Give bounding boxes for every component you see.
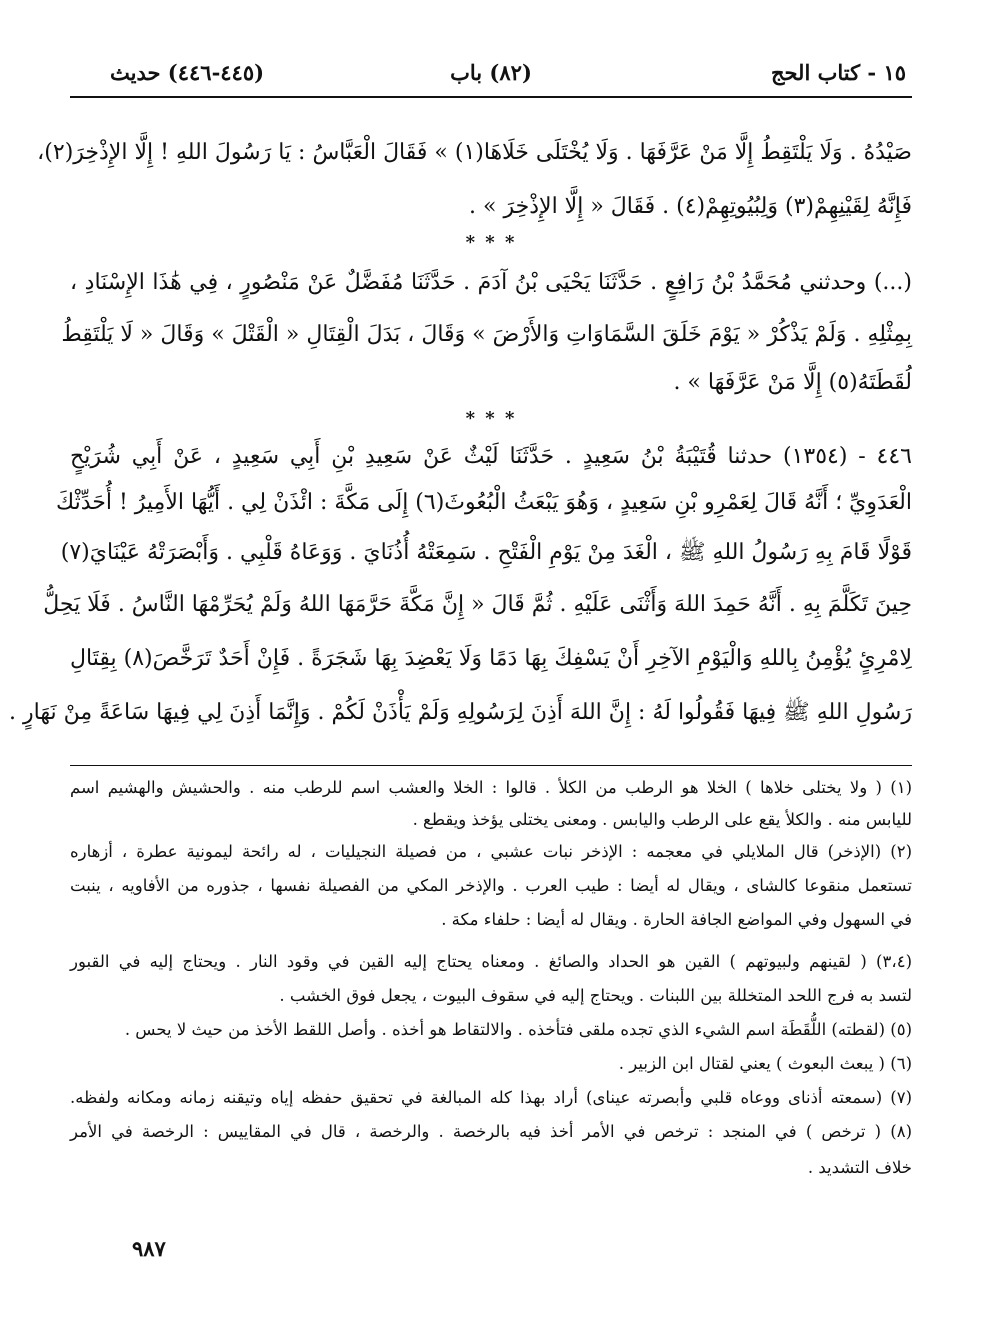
header-rule (70, 96, 912, 98)
text-line: فَإِنَّهُ لِقَيْنِهِمْ(٣) وَلِبُيُوتِهِمْ(٤) . فَقَالَ « إِلَّا الإِذْخِرَ » . (469, 194, 912, 219)
footnote-line: لليابس منه . والكلأ يقع على الرطب واليابس . ومعنى يختلى يؤخذ ويقطع . (412, 810, 912, 829)
text-line: (...) وحدثني مُحَمَّدُ بْنُ رَافِعٍ . حَدَّثَنَا يَحْيَى بْنُ آدَمَ . حَدَّثَنَا مُفَضَّلٌ عَنْ مَنْصُورٍ ، فِي هَٰذَا الإِسْنَادِ ، (70, 270, 912, 295)
running-header (70, 60, 912, 94)
text-line: حِينَ تَكَلَّمَ بِهِ . أَنَّهُ حَمِدَ اللهَ وَأَثْنَى عَلَيْهِ . ثُمَّ قَالَ « إِنَّ مَكَّةَ حَرَّمَهَا اللهُ وَلَمْ يُحَرِّمْهَا النَّاسُ . فَلَا يَحِلُّ (43, 592, 912, 617)
text-line: ٤٤٦ - (١٣٥٤) حدثنا قُتَيْبَةُ بْنُ سَعِيدٍ . حَدَّثَنَا لَيْثٌ عَنْ سَعِيدِ بْنِ أَبِي سَعِيدٍ ، عَنْ أَبِي شُرَيْحٍ (70, 444, 912, 469)
footnote-line: (٣،٤) ( لقينهم ولبيوتهم ) القين هو الحداد والصائغ . ومعناه يحتاج إليه القين في وقود النار . ويحتاج إليه في القبور (70, 952, 912, 971)
footnote-line: خلاف التشديد . (807, 1158, 912, 1177)
footnote-rule (70, 765, 912, 766)
text-line: قَوْلًا قَامَ بِهِ رَسُولُ اللهِ ﷺ ، الْغَدَ مِنْ يَوْمِ الْفَتْحِ . سَمِعَتْهُ أُذُنَايَ . وَوَعَاهُ قَلْبِي . وَأَبْصَرَتْهُ عَيْنَايَ(٧) (60, 540, 912, 565)
text-line: صَيْدُهُ . وَلَا يَلْتَقِطُ إِلَّا مَنْ عَرَّفَهَا . وَلَا يُخْتَلَى خَلَاهَا(١) » فَقَالَ الْعَبَّاسُ : يَا رَسُولَ اللهِ ! إِلَّا الإِذْخِرَ(٢)، (37, 140, 912, 165)
chapter-title: (٨٢) باب (450, 60, 532, 85)
footnote-line: (٨) ( ترخص ) في المنجد : ترخص في الأمر أخذ فيه بالرخصة . والرخصة ، قال في المقاييس : الرخصة في الأمر (70, 1122, 912, 1141)
section-separator: * * * (465, 232, 517, 253)
text-line: الْعَدَوِيِّ ؛ أَنَّهُ قَالَ لِعَمْرِو بْنِ سَعِيدٍ ، وَهُوَ يَبْعَثُ الْبُعُوثَ(٦) إِلَى مَكَّةَ : ائْذَنْ لِي . أَيُّهَا الأَمِيرُ ! أُحَدِّثْكَ (56, 490, 912, 515)
text-line: بِمِثْلِهِ . وَلَمْ يَذْكُرْ « يَوْمَ خَلَقَ السَّمَاوَاتِ وَالأَرْضَ » وَقَالَ ، بَدَلَ الْقِتَالِ « الْقَتْلَ » وَقَالَ « لَا يَلْتَقِطُ (61, 322, 912, 347)
footnote-line: (٥) (لقطته) اللُّقَطَة اسم الشيء الذي تجده ملقى فتأخذه . والالتقاط هو أخذه . وأصل اللقط الأخذ من حيث لا يحس . (124, 1020, 912, 1039)
footnote-line: (٦) ( يبعث البعوث ) يعني لقتال ابن الزبير . (618, 1054, 912, 1073)
section-separator: * * * (465, 408, 517, 429)
footnote-line: لتسد به فرج اللحد المتخللة بين اللبنات . ويحتاج إليه في سقوف البيوت ، يجعل فوق الخشب . (279, 986, 912, 1005)
book-title: ١٥ - كتاب الحج (770, 60, 906, 85)
text-line: رَسُولِ اللهِ ﷺ فِيهَا فَقُولُوا لَهُ : إِنَّ اللهَ أَذِنَ لِرَسُولِهِ وَلَمْ يَأْذَنْ لَكُمْ . وَإِنَّمَا أَذِنَ لِي فِيهَا سَاعَةً مِنْ نَهَارٍ . (9, 700, 912, 725)
footnote-line: (٢) (الإذخر) قال الملايلي في معجمه : الإذخر نبات عشبي ، من فصيلة النجيليات ، له رائحة ليمونية عطرة ، أزهاره (70, 842, 912, 861)
book-page (9, 48, 913, 1308)
footnote-line: في السهول وفي المواضع الجافة الحارة . ويقال له أيضا : حلفاء مكة . (441, 910, 912, 929)
footnote-line: تستعمل منقوعا كالشاى ، ويقال له أيضا : طيب العرب . والإذخر المكي من الفصيلة نفسها ، جذوره من الأفاويه ، ينبت (70, 876, 912, 895)
text-line: لِامْرِئٍ يُؤْمِنُ بِاللهِ وَالْيَوْمِ الآخِرِ أَنْ يَسْفِكَ بِهَا دَمًا وَلَا يَعْضِدَ بِهَا شَجَرَةً . فَإِنْ أَحَدٌ تَرَخَّصَ(٨) بِقِتَالِ (70, 646, 913, 671)
page-number: ٩٨٧ (132, 1236, 166, 1261)
footnote-line: (٧) (سمعته أذناى ووعاه قلبي وأبصرته عيناى) أراد بهذا كله المبالغة في تحقيق حفظه إياه وتيقنه زمانه ومكانه ولفظه. (70, 1088, 912, 1107)
hadith-range: (٤٤٥-٤٤٦) حديث (110, 60, 265, 85)
footnote-line: (١) ( ولا يختلى خلاها ) الخلا هو الرطب من الكلأ . قالوا : الخلا والعشب اسم للرطب منه . والحشيش والهشيم اسم (70, 778, 912, 797)
text-line: لُقَطَتَهُ(٥) إِلَّا مَنْ عَرَّفَهَا » . (673, 370, 912, 395)
